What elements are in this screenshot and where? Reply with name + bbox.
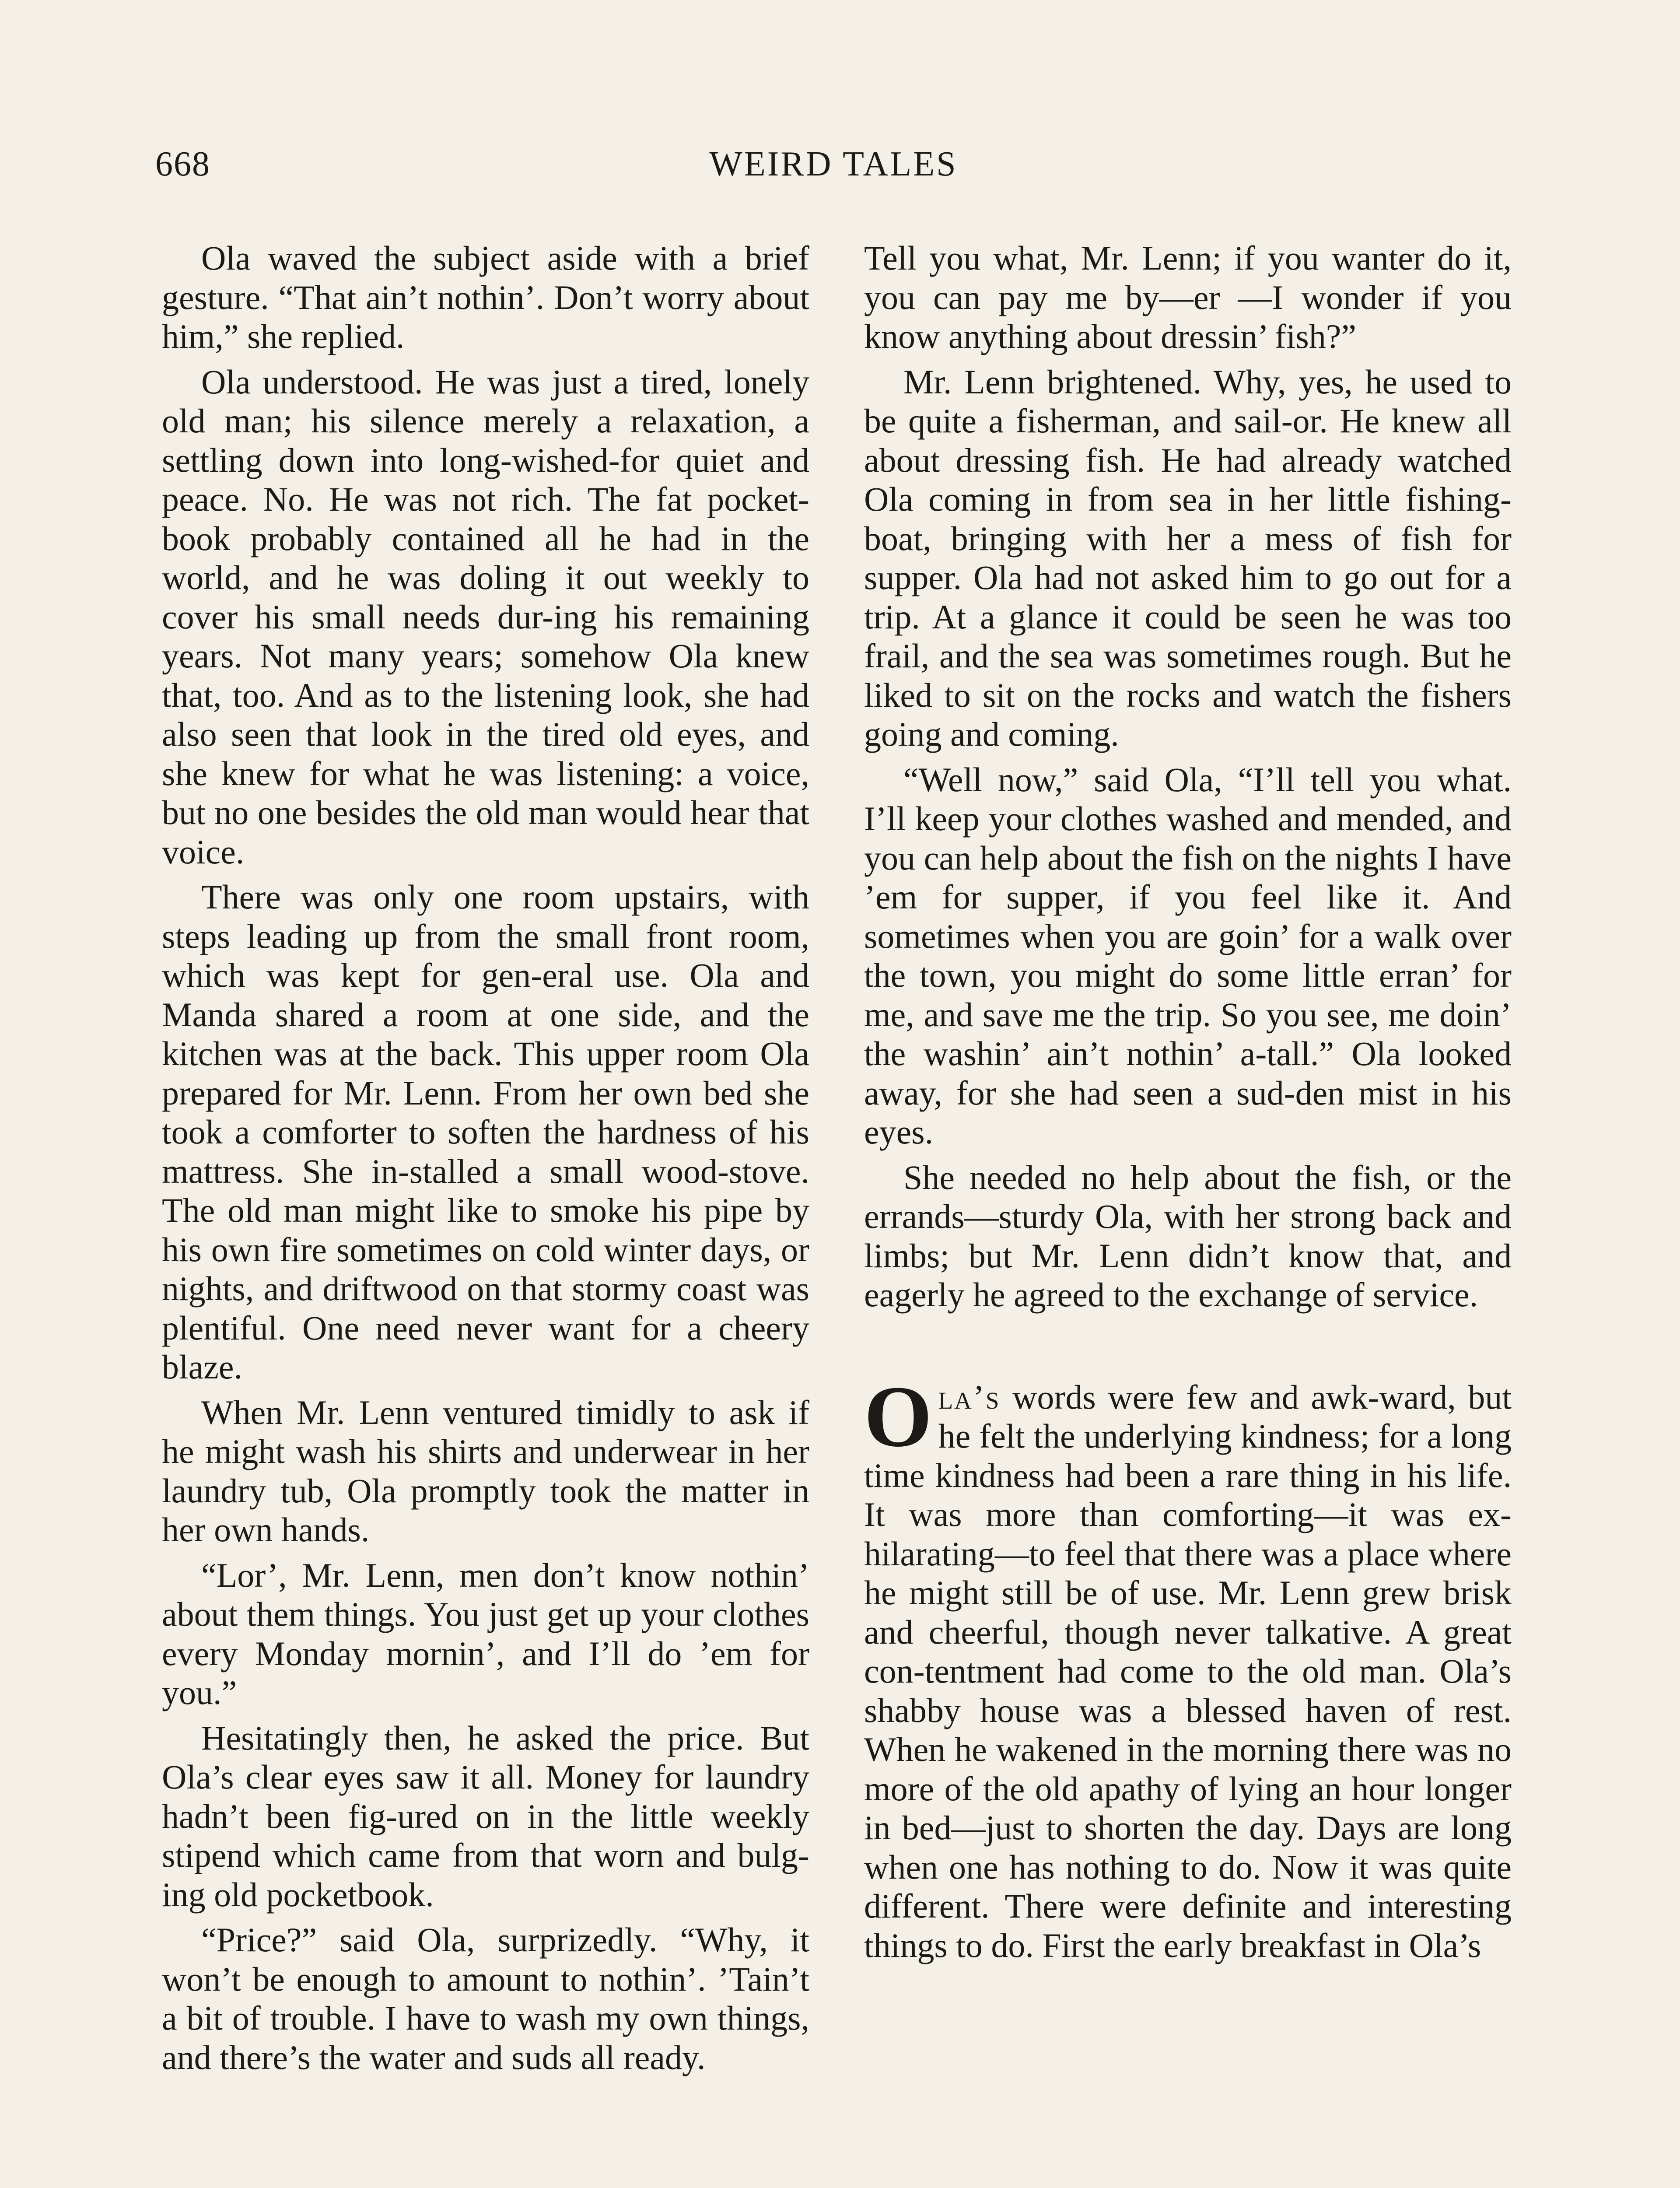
running-title: WEIRD TALES: [709, 145, 958, 183]
paragraph: “Lor’, Mr. Lenn, men don’t know nothin’ about them things. You just get up your clothes every Monday mornin’, and I’ll do ’em for you.”: [162, 1556, 809, 1711]
paragraph: There was only one room upstairs, with steps leading up from the small front room, which was kept for gen-eral use. Ola and Manda shared a room at one side, and the kitchen was at the back. This upper room Ola prepared for Mr. Lenn. From her own bed she took a comforter to soften the hardness of his mattress. She in-stalled a small wood-stove. The old man might like to smoke his pipe by his own fire sometimes on cold winter days, or nights, and driftwood on that stormy coast was plentiful. One need never want for a cheery blaze.: [162, 878, 809, 1386]
paragraph: “Price?” said Ola, surprizedly. “Why, it won’t be enough to amount to nothin’. ’Tain’t a bit of trouble. I have to wash my own things, and there’s the water and suds all ready.: [162, 1921, 809, 2076]
paragraph: Ola waved the subject aside with a brief gesture. “That ain’t nothin’. Don’t worry about him,” she replied.: [162, 239, 809, 355]
page-number: 668: [155, 145, 210, 183]
continued-paragraph: Tell you what, Mr. Lenn; if you wanter do it, you can pay me by—er —I wonder if you know anything about dressin’ fish?”: [864, 239, 1512, 355]
paragraph: When Mr. Lenn ventured timidly to ask if he might wash his shirts and underwear in her laundry tub, Ola promptly took the matter in her own hands.: [162, 1393, 809, 1549]
paragraph: Mr. Lenn brightened. Why, yes, he used to be quite a fisherman, and sail-or. He knew all about dressing fish. He had already watched Ola coming in from sea in her little fishing-boat, bringing with her a mess of fish for supper. Ola had not asked him to go out for a trip. At a glance it could be seen he was too frail, and the sea was sometimes rough. But he liked to sit on the rocks and watch the fishers going and coming.: [864, 362, 1512, 753]
section-opening-paragraph: [864, 1368, 1512, 1965]
right-column: [864, 238, 1512, 1971]
paragraph: “Well now,” said Ola, “I’ll tell you what. I’ll keep your clothes washed and mended, and you can help about the fish on the nights I have ’em for supper, if you feel like it. And sometimes when you are goin’ for a walk over the town, you might do some little erran’ for me, and save me the trip. So you see, me doin’ the washin’ ain’t nothin’ a-tall.” Ola looked away, for she had seen a sud-den mist in his eyes.: [864, 760, 1512, 1151]
page-header: [155, 144, 1512, 197]
section-text: words were few and awk-ward, but he felt the underlying kindness; for a long time kindness had been a rare thing in his life. It was more than comforting—it was ex-hilarating—to feel that there was a place where he might still be of use. Mr. Lenn grew brisk and cheerful, though never talkative. A great con-tentment had come to the old man. Ola’s shabby house was a blessed haven of rest. When he wakened in the morning there was no more of the old apathy of lying an hour longer in bed—just to shorten the day. Days are long when one has nothing to do. Now it was quite different. There were definite and interesting things to do. First the early breakfast in Ola’s: [864, 1378, 1512, 1964]
paragraph: She needed no help about the fish, or the errands—sturdy Ola, with her strong back and limbs; but Mr. Lenn didn’t know that, and eagerly he agreed to the exchange of service.: [864, 1158, 1512, 1314]
section-break: [864, 1321, 1512, 1378]
paragraph: Ola understood. He was just a tired, lonely old man; his silence merely a relaxation, a settling down into long-wished-for quiet and peace. No. He was not rich. The fat pocket-book probably contained all he had in the world, and he was doling it out weekly to cover his small needs dur-ing his remaining years. Not many years; somehow Ola knew that, too. And as to the listening look, she had also seen that look in the tired old eyes, and she knew for what he was listening: a voice, but no one besides the old man would hear that voice.: [162, 362, 809, 871]
paragraph: Hesitatingly then, he asked the price. But Ola’s clear eyes saw it all. Money for laundry hadn’t been fig-ured on in the little weekly stipend which came from that worn and bulg-ing old pocketbook.: [162, 1718, 809, 1914]
drop-cap: O: [864, 1368, 932, 1465]
left-column: [162, 238, 809, 2083]
small-caps-lead: la’s: [938, 1378, 1001, 1416]
